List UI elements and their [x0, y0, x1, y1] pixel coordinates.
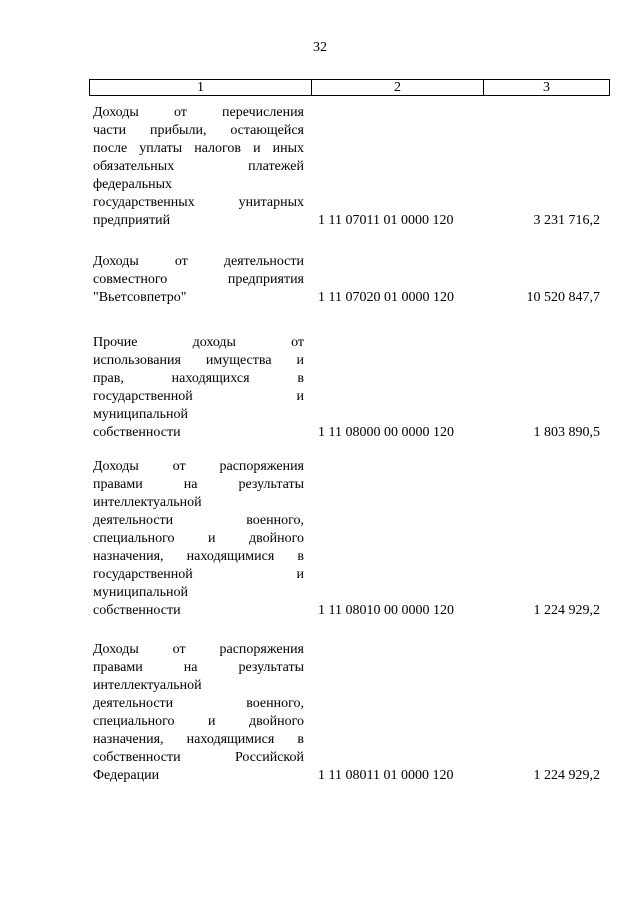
description-line: собственности: [93, 425, 181, 440]
page-number: 32: [313, 40, 327, 55]
description-line: использования имущества и: [93, 353, 304, 368]
description-line: государственной и: [93, 567, 304, 582]
description-line: федеральных: [93, 177, 173, 192]
description-line: собственности: [93, 603, 181, 618]
description-line: Доходы от деятельности: [93, 254, 304, 269]
description-line: интеллектуальной: [93, 678, 202, 693]
description-line: государственной и: [93, 389, 304, 404]
description-line: совместного предприятия: [93, 272, 304, 287]
budget-code: 1 11 08000 00 0000 120: [318, 425, 454, 440]
table-header: [89, 79, 610, 96]
amount-value: 3 231 716,2: [533, 213, 600, 228]
description-line: Доходы от распоряжения: [93, 459, 304, 474]
description-line: правами на результаты: [93, 477, 304, 492]
description-line: назначения, находящимися в: [93, 549, 304, 564]
description-line: Федерации: [93, 768, 160, 783]
amount-value: 1 803 890,5: [533, 425, 600, 440]
header-col-3: 3: [543, 80, 550, 95]
description-line: специального и двойного: [93, 531, 304, 546]
budget-code: 1 11 07020 01 0000 120: [318, 290, 454, 305]
amount-value: 1 224 929,2: [533, 768, 600, 783]
description-line: прав, находящихся в: [93, 371, 304, 386]
description-line: части прибыли, остающейся: [93, 123, 304, 138]
description-line: назначения, находящимися в: [93, 732, 304, 747]
description-line: Доходы от распоряжения: [93, 642, 304, 657]
description-line: "Вьетсовпетро": [93, 290, 187, 305]
description-line: муниципальной: [93, 407, 189, 422]
budget-code: 1 11 08011 01 0000 120: [318, 768, 454, 783]
description-line: обязательных платежей: [93, 159, 304, 174]
description-line: после уплаты налогов и иных: [93, 141, 304, 156]
row-description: [93, 458, 304, 620]
row-description: [93, 641, 304, 785]
header-col-2: 2: [312, 80, 484, 95]
description-line: Доходы от перечисления: [93, 105, 304, 120]
description-line: предприятий: [93, 213, 171, 228]
header-col-1: 1: [90, 80, 312, 95]
budget-code: 1 11 08010 00 0000 120: [318, 603, 454, 618]
amount-value: 1 224 929,2: [533, 603, 600, 618]
row-description: [93, 334, 304, 442]
description-line: деятельности военного,: [93, 696, 304, 711]
description-line: интеллектуальной: [93, 495, 202, 510]
budget-code: 1 11 07011 01 0000 120: [318, 213, 454, 228]
description-line: Прочие доходы от: [93, 335, 304, 350]
description-line: деятельности военного,: [93, 513, 304, 528]
row-description: [93, 104, 304, 230]
description-line: собственности Российской: [93, 750, 304, 765]
amount-value: 10 520 847,7: [526, 290, 600, 305]
description-line: государственных унитарных: [93, 195, 304, 210]
description-line: специального и двойного: [93, 714, 304, 729]
row-description: [93, 253, 304, 307]
description-line: правами на результаты: [93, 660, 304, 675]
description-line: муниципальной: [93, 585, 189, 600]
